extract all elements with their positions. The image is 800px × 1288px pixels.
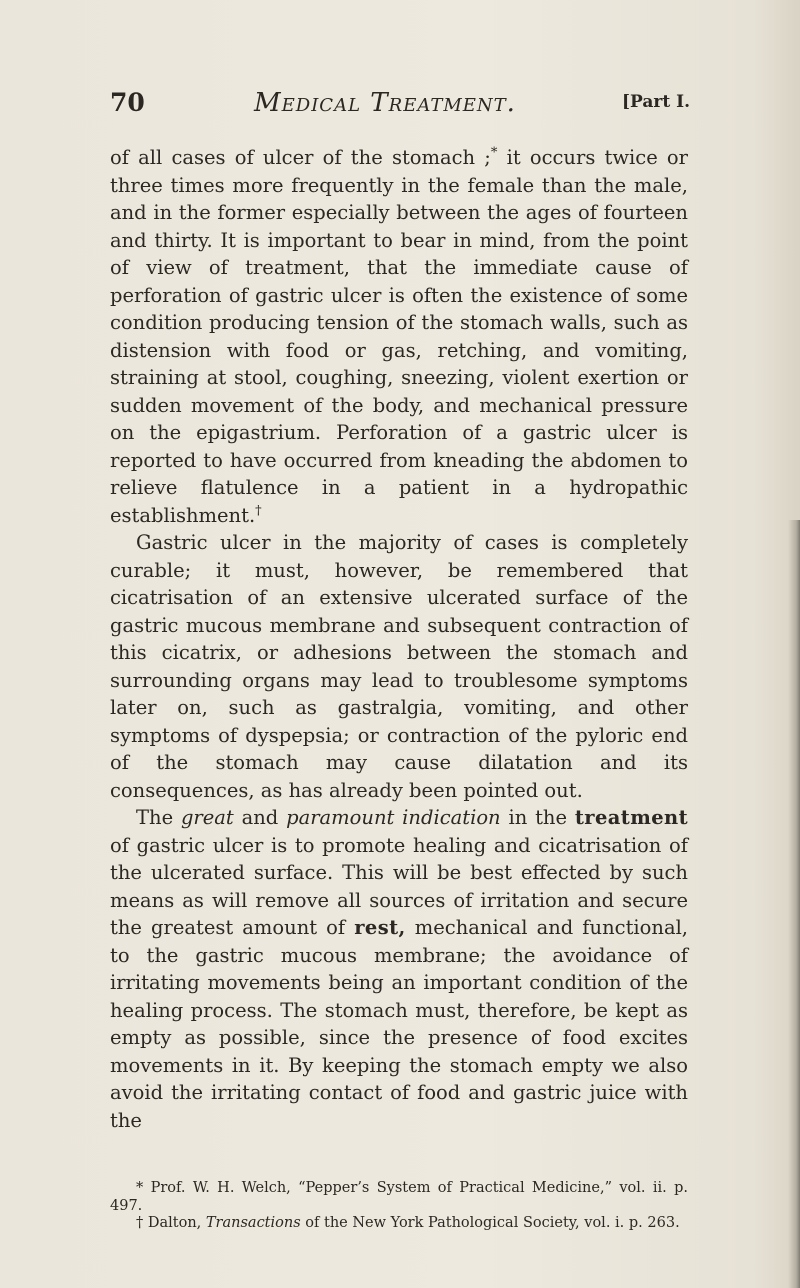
p3-text-d: of gastric ulcer is to promote healing and cicatrisation of the ulcerated surface. This will be best effected by such means as will remove all sources of irritation and secure the greatest amount of	[110, 833, 688, 939]
footnote-2-text-a: Dalton,	[143, 1215, 206, 1231]
p3-bold-treatment: treatment	[574, 806, 689, 829]
part-label: [Part I.	[622, 92, 690, 112]
paragraph-2: Gastric ulcer in the majority of cases is completely curable; it must, however, be remembered that cicatrisation of an extensive ulcerated surface of the gastric mucous membrane and subsequent contraction of this cicatrix, or adhesions between the stomach and surrounding organs may lead to troublesome symptoms later on, such as gastralgia, vomiting, and other symptoms of dyspepsia; or contraction of the pyloric end of the stomach may cause dilatation and its consequences, as has already been pointed out.	[110, 531, 688, 802]
footnote-2	[110, 1215, 688, 1233]
footnote-2-title: Transactions	[205, 1215, 301, 1231]
body-text	[110, 144, 688, 1134]
footnote-1	[110, 1180, 688, 1215]
footnote-ref-1: *	[490, 145, 498, 161]
paragraph-3	[110, 804, 688, 1134]
footnotes	[110, 1180, 688, 1233]
footnote-1-text: Prof. W. H. Welch, “Pepper’s System of Practical Medicine,” vol. ii. p. 497.	[110, 1180, 688, 1214]
footnote-ref-2: †	[255, 503, 262, 518]
paragraph-1	[110, 144, 688, 529]
p3-emphasis-great: great	[180, 806, 234, 829]
page-number: 70	[110, 88, 145, 117]
p3-text-b: and	[233, 806, 287, 829]
p3-emphasis-paramount: paramount indication	[286, 806, 501, 829]
page-edge-shadow	[788, 520, 800, 1288]
p3-bold-rest: rest,	[354, 916, 406, 939]
footnote-1-mark: *	[136, 1180, 144, 1196]
p3-text-a: The	[136, 806, 181, 829]
footnote-2-mark: †	[136, 1215, 144, 1231]
p3-text-e: mechanical and functional, to the gastric mucous membrane; the avoidance of irritating movements being an important condition of the healing process. The stomach must, therefore, be kept as empty as possible, since the presence of food excites movements in it. By keeping the stomach empty we also avoid the irritating contact of food and gastric juice with the	[110, 916, 688, 1132]
running-header	[110, 88, 690, 128]
running-title: Medical Treatment.	[254, 88, 516, 118]
p1-text-a: of all cases of ulcer of the stomach ;	[110, 146, 491, 169]
p1-text-b: it occurs twice or three times more frequently in the female than the male, and in the former especially between the ages of fourteen and thirty. It is important to bear in mind, from the point of view of treatment, that the immediate cause of perforation of gastric ulcer is often the existence of some condition producing tension of the stomach walls, such as distension with food or gas, retching, and vomiting, straining at stool, coughing, sneezing, violent exertion or sudden movement of the body, and mechanical pressure on the epigastrium. Perforation of a gastric ulcer is reported to have occurred from kneading the abdomen to relieve flatulence in a patient in a hydropathic establishment.	[110, 146, 688, 527]
footnote-2-text-b: of the New York Pathological Society, vol. i. p. 263.	[300, 1215, 680, 1231]
p3-text-c: in the	[500, 806, 575, 829]
